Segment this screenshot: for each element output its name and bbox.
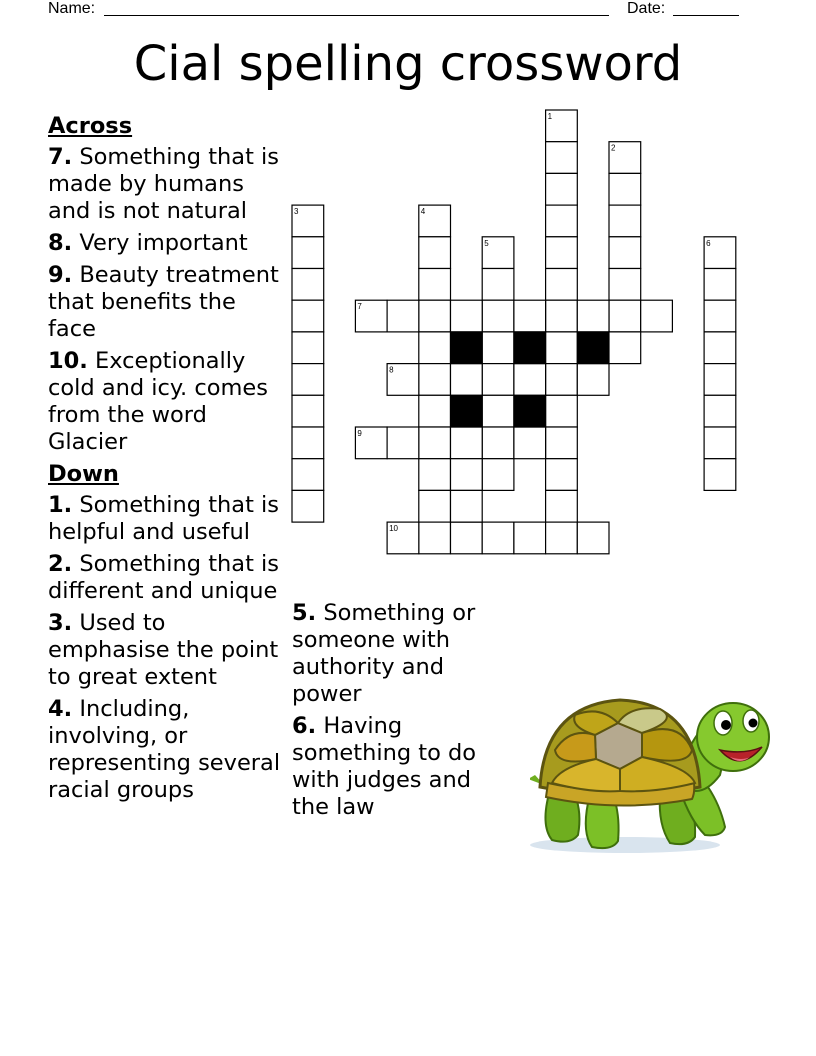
grid-clue-number: 4 xyxy=(420,207,426,217)
grid-cell[interactable] xyxy=(419,300,451,332)
grid-clue-number: 3 xyxy=(294,207,299,217)
grid-cell[interactable] xyxy=(482,364,514,396)
grid-cell[interactable] xyxy=(546,173,578,205)
grid-cell[interactable] xyxy=(577,300,609,332)
clue-number: 1. xyxy=(48,492,73,518)
date-label: Date: xyxy=(627,0,666,17)
grid-cell[interactable] xyxy=(546,269,578,301)
grid-cell[interactable] xyxy=(419,459,451,491)
grid-clue-number: 7 xyxy=(357,302,362,312)
grid-cell[interactable] xyxy=(419,395,451,427)
grid-cell[interactable] xyxy=(704,269,736,301)
grid-black-cell xyxy=(451,332,483,364)
grid-cell[interactable] xyxy=(292,237,324,269)
down-clue-4 xyxy=(48,696,288,804)
clue-number: 2. xyxy=(48,551,73,577)
grid-cell[interactable] xyxy=(641,300,673,332)
clue-number: 4. xyxy=(48,696,73,722)
grid-clue-number: 1 xyxy=(547,112,553,121)
grid-cell[interactable] xyxy=(609,300,641,332)
grid-clue-number: 5 xyxy=(484,238,489,248)
grid-black-cell xyxy=(451,395,483,427)
grid-cell[interactable] xyxy=(451,459,483,491)
across-clue-8 xyxy=(48,230,288,257)
clue-column-right xyxy=(292,600,492,826)
grid-cell[interactable] xyxy=(419,269,451,301)
clue-text: Exceptionally cold and icy. comes from the word Glacier xyxy=(48,348,268,455)
across-clue-9 xyxy=(48,262,288,343)
grid-cell[interactable] xyxy=(546,427,578,459)
grid-cell[interactable] xyxy=(514,522,546,554)
down-clue-1 xyxy=(48,492,288,546)
grid-cell[interactable] xyxy=(482,459,514,491)
grid-cell[interactable] xyxy=(482,522,514,554)
grid-cell[interactable] xyxy=(451,522,483,554)
grid-cell[interactable] xyxy=(609,173,641,205)
down-clue-2 xyxy=(48,551,288,605)
grid-cell[interactable] xyxy=(451,427,483,459)
grid-black-cell xyxy=(577,332,609,364)
clue-text: Including, involving, or representing several racial groups xyxy=(48,696,281,803)
grid-cell[interactable] xyxy=(609,269,641,301)
clue-text: Used to emphasise the point to great extent xyxy=(48,610,279,690)
grid-cell[interactable] xyxy=(292,300,324,332)
grid-black-cell xyxy=(514,332,546,364)
grid-cell[interactable] xyxy=(514,300,546,332)
grid-cell[interactable] xyxy=(546,300,578,332)
grid-cell[interactable] xyxy=(451,490,483,522)
clue-number: 9. xyxy=(48,262,73,288)
grid-cell[interactable] xyxy=(514,364,546,396)
grid-cell[interactable] xyxy=(387,300,419,332)
grid-cell[interactable] xyxy=(451,364,483,396)
grid-cell[interactable] xyxy=(482,427,514,459)
clue-number: 6. xyxy=(292,713,317,739)
grid-cell[interactable] xyxy=(419,522,451,554)
clue-text: Very important xyxy=(79,230,248,256)
grid-cell[interactable] xyxy=(704,395,736,427)
clue-number: 7. xyxy=(48,144,73,170)
grid-cell[interactable] xyxy=(451,300,483,332)
grid-cell[interactable] xyxy=(292,395,324,427)
grid-cell[interactable] xyxy=(704,459,736,491)
clue-text: Something that is helpful and useful xyxy=(48,492,280,545)
clue-text: Having something to do with judges and the law xyxy=(292,713,477,820)
grid-cell[interactable] xyxy=(292,269,324,301)
grid-cell[interactable] xyxy=(609,205,641,237)
grid-cell[interactable] xyxy=(546,522,578,554)
grid-cell[interactable] xyxy=(292,364,324,396)
down-heading: Down xyxy=(48,461,119,487)
grid-cell[interactable] xyxy=(577,364,609,396)
grid-cell[interactable] xyxy=(546,490,578,522)
grid-cell[interactable] xyxy=(609,237,641,269)
grid-cell[interactable] xyxy=(546,142,578,174)
clue-text: Something or someone with authority and power xyxy=(292,600,476,707)
grid-cell[interactable] xyxy=(482,269,514,301)
grid-cell[interactable] xyxy=(546,364,578,396)
clue-text: Something that is made by humans and is not natural xyxy=(48,144,280,224)
grid-cell[interactable] xyxy=(419,332,451,364)
grid-cell[interactable] xyxy=(292,332,324,364)
across-clue-10 xyxy=(48,348,288,456)
grid-clue-number: 9 xyxy=(357,429,362,438)
grid-cell[interactable] xyxy=(546,205,578,237)
grid-cell[interactable] xyxy=(704,332,736,364)
down-clue-3 xyxy=(48,610,288,691)
grid-cell[interactable] xyxy=(419,237,451,269)
down-clue-6 xyxy=(292,713,492,821)
across-clue-7 xyxy=(48,144,288,225)
grid-cell[interactable] xyxy=(292,459,324,491)
grid-cell[interactable] xyxy=(482,332,514,364)
clue-number: 8. xyxy=(48,230,73,256)
grid-cell[interactable] xyxy=(704,300,736,332)
grid-cell[interactable] xyxy=(609,332,641,364)
clue-number: 3. xyxy=(48,610,73,636)
grid-cell[interactable] xyxy=(387,427,419,459)
grid-black-cell xyxy=(514,395,546,427)
clue-text: Something that is different and unique xyxy=(48,551,280,604)
clue-text: Beauty treatment that benefits the face xyxy=(48,262,279,342)
grid-cell[interactable] xyxy=(292,490,324,522)
turtle-illustration xyxy=(530,695,780,855)
grid-cell[interactable] xyxy=(704,364,736,396)
name-label: Name: xyxy=(48,0,96,17)
down-clue-5 xyxy=(292,600,492,708)
grid-cell[interactable] xyxy=(704,427,736,459)
grid-cell[interactable] xyxy=(419,427,451,459)
grid-clue-number: 6 xyxy=(706,238,711,248)
across-heading: Across xyxy=(48,113,133,139)
grid-cell[interactable] xyxy=(482,300,514,332)
grid-cell[interactable] xyxy=(419,490,451,522)
grid-cell[interactable] xyxy=(514,427,546,459)
grid-cell[interactable] xyxy=(419,364,451,396)
grid-cell[interactable] xyxy=(546,395,578,427)
clue-number: 10. xyxy=(48,348,88,374)
grid-cell[interactable] xyxy=(577,522,609,554)
grid-clue-number: 2 xyxy=(611,143,616,153)
grid-clue-number: 8 xyxy=(389,365,394,375)
clue-column-left xyxy=(48,113,288,809)
grid-clue-number: 10 xyxy=(389,524,399,534)
grid-cell[interactable] xyxy=(546,459,578,491)
grid-cell[interactable] xyxy=(292,427,324,459)
grid-cell[interactable] xyxy=(546,332,578,364)
grid-cell[interactable] xyxy=(482,395,514,427)
clue-number: 5. xyxy=(292,600,317,626)
grid-cell[interactable] xyxy=(546,237,578,269)
page-title: Cial spelling crossword xyxy=(133,36,683,92)
